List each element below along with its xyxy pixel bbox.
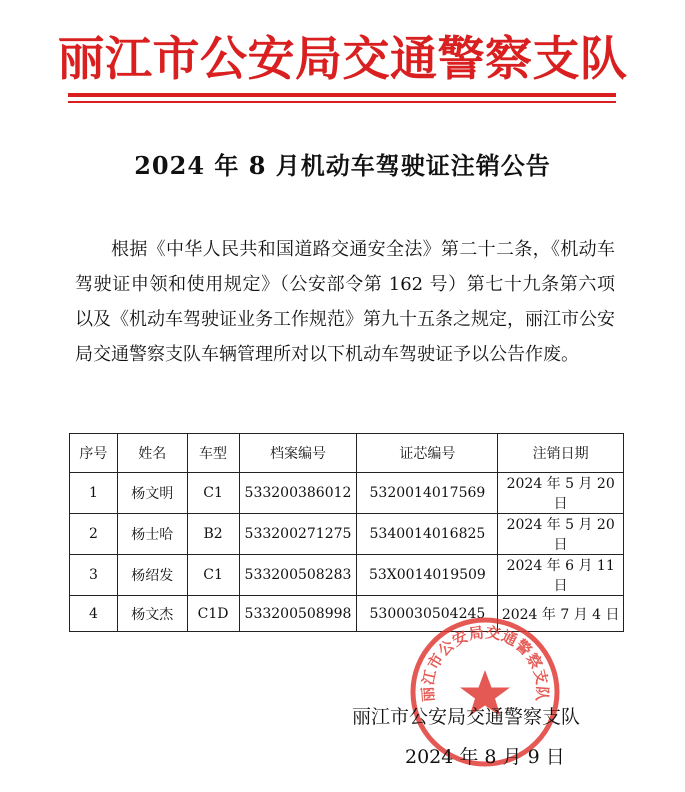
header-cell-file-number: 档案编号 (239, 434, 357, 473)
cell-chip-number: 5320014017569 (357, 473, 498, 514)
signature-date: 2024 年 8 月 9 日 (405, 746, 565, 768)
cell-index: 1 (70, 473, 118, 514)
cell-file-number: 533200271275 (239, 514, 357, 555)
table-row (70, 514, 624, 555)
header-cell-cancel-date: 注销日期 (498, 434, 624, 473)
letterhead-rule-thick (68, 93, 616, 97)
header-cell-chip-number: 证芯编号 (357, 434, 498, 473)
header-cell-vehicle-class: 车型 (187, 434, 239, 473)
cell-cancel-date: 2024 年 7 月 4 日 (498, 596, 624, 632)
cell-name: 杨文明 (117, 473, 187, 514)
cell-vehicle-class: B2 (187, 514, 239, 555)
cell-file-number: 533200386012 (239, 473, 357, 514)
table-row (70, 473, 624, 514)
cell-index: 3 (70, 555, 118, 596)
cell-cancel-date: 2024 年 6 月 11 日 (498, 555, 624, 596)
table-row (70, 555, 624, 596)
cell-vehicle-class: C1 (187, 473, 239, 514)
cell-file-number: 533200508283 (239, 555, 357, 596)
cell-name: 杨绍发 (117, 555, 187, 596)
cell-index: 4 (70, 596, 118, 632)
cell-name: 杨文杰 (117, 596, 187, 632)
cell-vehicle-class: C1 (187, 555, 239, 596)
cell-chip-number: 53X0014019509 (357, 555, 498, 596)
cell-cancel-date: 2024 年 5 月 20 日 (498, 473, 624, 514)
cell-vehicle-class: C1D (187, 596, 239, 632)
header-cell-index: 序号 (70, 434, 118, 473)
cell-cancel-date: 2024 年 5 月 20 日 (498, 514, 624, 555)
cancellation-table (69, 433, 624, 632)
letterhead-rule-thin (68, 101, 616, 103)
cell-chip-number: 5340014016825 (357, 514, 498, 555)
table-header-row (70, 434, 624, 473)
seal-text: 丽江市公安局交通警察支队 (418, 623, 552, 703)
header-cell-name: 姓名 (117, 434, 187, 473)
cell-index: 2 (70, 514, 118, 555)
cell-name: 杨士哈 (117, 514, 187, 555)
cell-file-number: 533200508998 (239, 596, 357, 632)
cell-chip-number: 5300030504245 (357, 596, 498, 632)
signature-org: 丽江市公安局交通警察支队 (352, 706, 581, 728)
notice-title: 2024 年 8 月机动车驾驶证注销公告 (134, 151, 551, 180)
notice-body: 根据《中华人民共和国道路交通安全法》第二十二条，《机动车驾驶证申领和使用规定》（公安部令第 162 号）第七十九条第六项以及《机动车驾驶证业务工作规范》第九十五条之规定，丽江市公安局交通警察支队车辆管理所对以下机动车驾驶证予以公告作废。 (75, 239, 616, 365)
letterhead-title: 丽江市公安局交通警察支队 (57, 32, 628, 87)
